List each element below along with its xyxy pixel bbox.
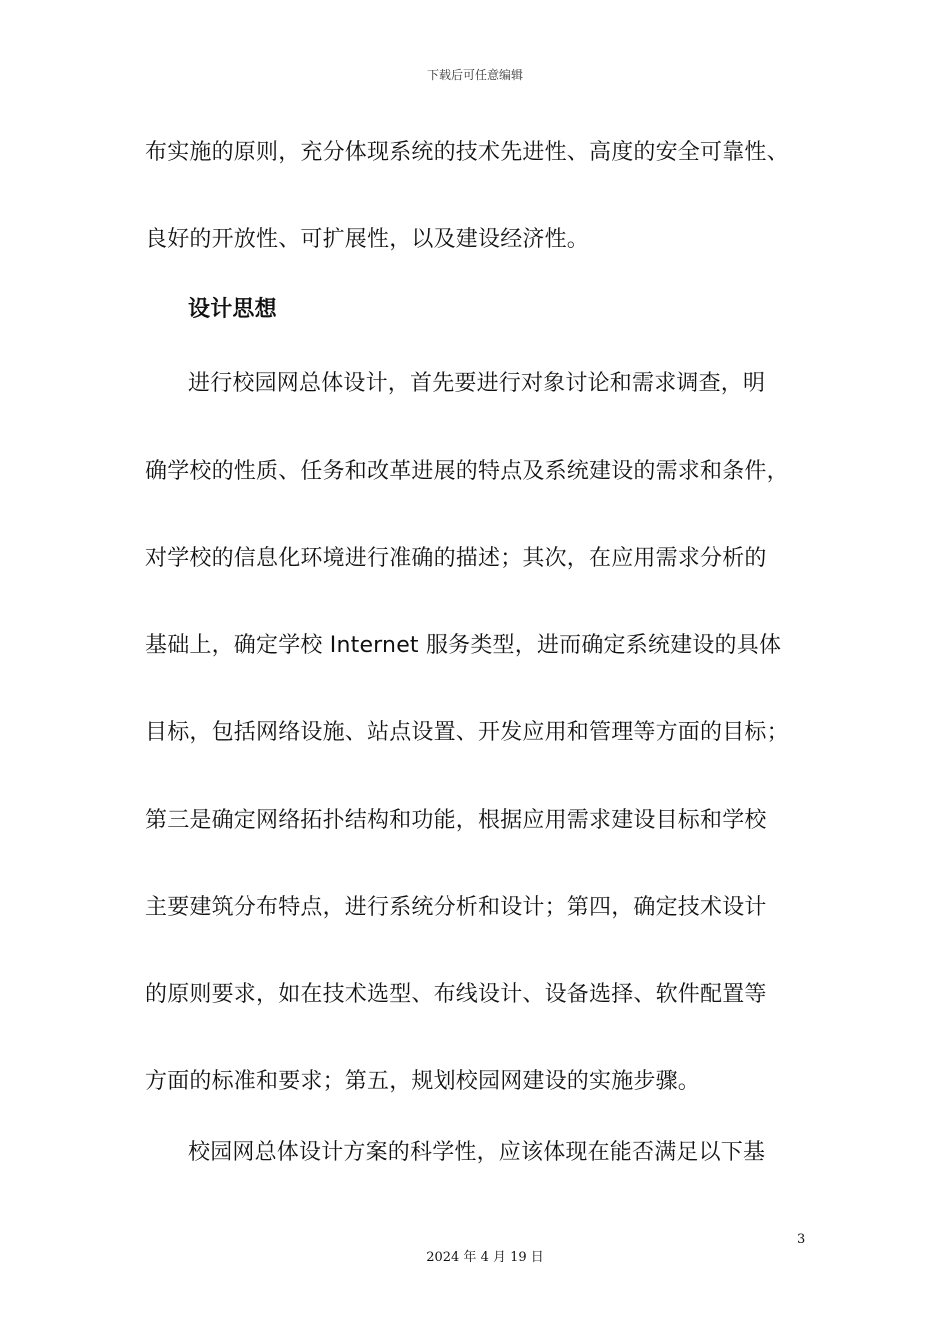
paragraph-line: 方面的标准和要求；第五，规划校园网建设的实施步骤。 <box>145 1069 701 1094</box>
footer-date: 2024 年 4 月 19 日 <box>426 1250 544 1265</box>
paragraph-line: 目标，包括网络设施、站点设置、开发应用和管理等方面的目标； <box>145 720 789 745</box>
section-heading: 设计思想 <box>188 297 277 322</box>
page-number: 3 <box>797 1232 806 1247</box>
page-header: 下载后可任意编辑 <box>426 68 523 82</box>
paragraph-line: 布实施的原则，充分体现系统的技术先进性、高度的安全可靠性、 <box>145 140 789 165</box>
paragraph-line: 校园网总体设计方案的科学性，应该体现在能否满足以下基 <box>188 1140 766 1165</box>
paragraph-line: 良好的开放性、可扩展性，以及建设经济性。 <box>145 227 590 252</box>
paragraph-line: 基础上，确定学校 Internet 服务类型，进而确定系统建设的具体 <box>145 633 782 658</box>
paragraph-line: 第三是确定网络拓扑结构和功能，根据应用需求建设目标和学校 <box>145 808 767 833</box>
paragraph-line: 的原则要求，如在技术选型、布线设计、设备选择、软件配置等 <box>145 982 767 1007</box>
paragraph-line: 主要建筑分布特点，进行系统分析和设计；第四，确定技术设计 <box>145 895 767 920</box>
paragraph-line: 确学校的性质、任务和改革进展的特点及系统建设的需求和条件， <box>145 459 789 484</box>
paragraph-line: 对学校的信息化环境进行准确的描述；其次，在应用需求分析的 <box>145 546 767 571</box>
paragraph-line: 进行校园网总体设计，首先要进行对象讨论和需求调查，明 <box>188 371 766 396</box>
